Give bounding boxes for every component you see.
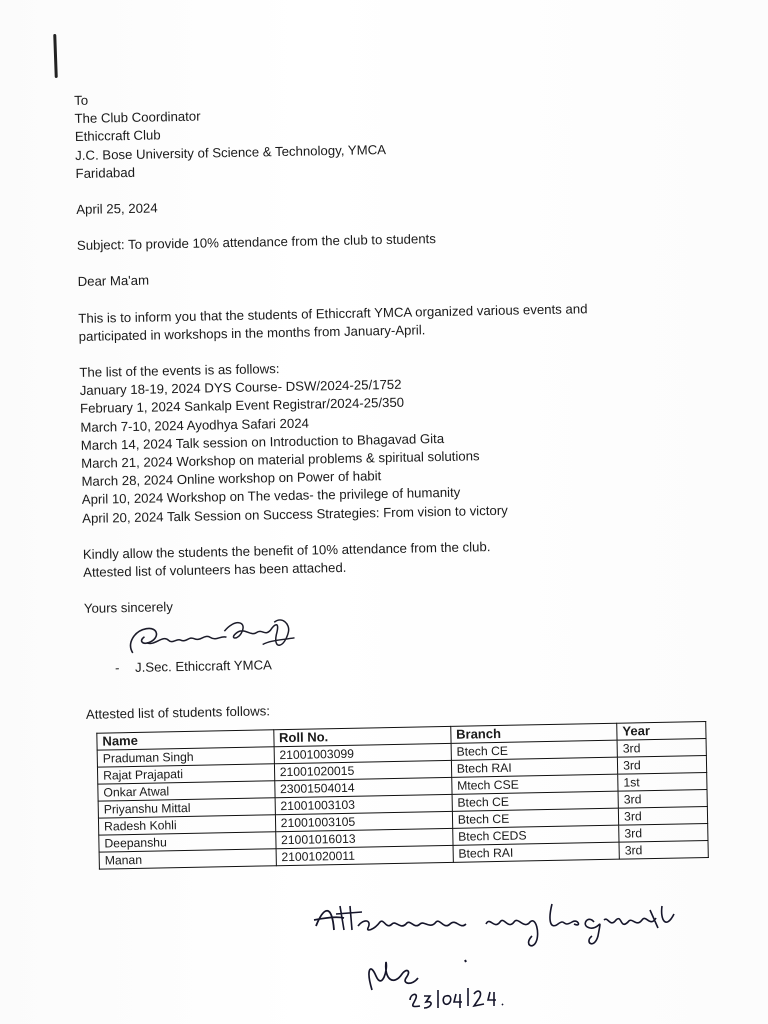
recipient-block (74, 80, 696, 183)
event-item: April 20, 2024 Talk Session on Success Strategies: From vision to victory (82, 502, 508, 526)
cell-branch: Btech CE (451, 740, 618, 760)
margin-pen-mark (53, 34, 58, 78)
cell-roll: 21001003103 (275, 794, 452, 814)
event-item: February 1, 2024 Sankalp Event Registrar/2024-25/350 (79, 395, 405, 417)
recipient-line: The Club Coordinator (74, 108, 201, 127)
cell-branch: Btech RAI (451, 757, 618, 777)
table-title: Attested list of students follows: (85, 703, 271, 723)
cell-name: Radesh Kohli (98, 814, 275, 834)
request-line: Kindly allow the students the benefit of 10% attendance from the club. (82, 538, 491, 562)
cell-year: 3rd (619, 840, 708, 859)
dash-mark: - (114, 660, 120, 676)
cell-roll: 21001003105 (275, 811, 452, 831)
cell-roll: 23001504014 (274, 777, 451, 797)
event-item: January 18-19, 2024 DYS Course- DSW/2024-25/1752 (79, 377, 402, 399)
body-line: participated in workshops in the months from January-April. (78, 322, 426, 344)
salutation: Dear Ma'am (77, 273, 150, 290)
event-item: March 21, 2024 Workshop on material problems & spiritual solutions (80, 448, 480, 471)
letter-date: April 25, 2024 (76, 200, 158, 217)
body-line: This is to inform you that the students of Ethiccraft YMCA organized various events and (78, 300, 588, 326)
closing: Yours sincerely (83, 599, 173, 617)
cell-name: Manan (99, 848, 276, 868)
events-intro: The list of the events is as follows: (79, 361, 280, 380)
request-line: Attested list of volunteers has been attached. (83, 559, 347, 580)
letter-body (74, 80, 709, 869)
column-header-year: Year (617, 721, 706, 740)
cell-branch: Btech CE (452, 791, 619, 811)
cell-name: Deepanshu (99, 831, 276, 851)
cell-branch: Btech CEDS (452, 825, 619, 845)
handwritten-approval-note (310, 900, 690, 1010)
letter-subject: Subject: To provide 10% attendance from the club to students (76, 231, 437, 254)
recipient-line: Ethiccraft Club (74, 127, 161, 145)
column-header-roll: Roll No. (273, 726, 450, 746)
cell-roll: 21001016013 (275, 828, 452, 848)
cell-roll: 21001020011 (276, 845, 453, 865)
cell-branch: Btech RAI (453, 842, 620, 862)
recipient-line: J.C. Bose University of Science & Technology, YMCA (75, 141, 387, 163)
event-item: April 10, 2024 Workshop on The vedas- the privilege of humanity (81, 485, 461, 508)
column-header-name: Name (97, 729, 274, 749)
cell-roll: 21001020015 (274, 760, 451, 780)
event-item: March 7-10, 2024 Ayodhya Safari 2024 (80, 415, 310, 435)
signatory-title: J.Sec. Ethiccraft YMCA (134, 657, 272, 676)
cell-name: Rajat Prajapati (97, 763, 274, 783)
cell-branch: Btech CE (452, 808, 619, 828)
cell-year: 3rd (618, 806, 707, 825)
cell-year: 3rd (619, 823, 708, 842)
cell-year: 1st (618, 772, 707, 791)
cell-branch: Mtech CSE (451, 774, 618, 794)
column-header-branch: Branch (451, 723, 618, 743)
recipient-line: Faridabad (75, 164, 136, 181)
cell-year: 3rd (617, 755, 706, 774)
cell-year: 3rd (617, 738, 706, 757)
event-item: March 28, 2024 Online workshop on Power of habit (81, 468, 382, 490)
cell-name: Priyanshu Mittal (98, 797, 275, 817)
cell-name: Onkar Atwal (98, 780, 275, 800)
cell-name: Praduman Singh (97, 746, 274, 766)
signature-block (84, 606, 705, 688)
events-list (80, 370, 703, 528)
cell-roll: 21001003099 (274, 743, 451, 763)
cell-year: 3rd (618, 789, 707, 808)
students-table (96, 721, 709, 870)
recipient-line: To (74, 92, 89, 108)
event-item: March 14, 2024 Talk session on Introduction to Bhagavad Gita (80, 430, 445, 453)
